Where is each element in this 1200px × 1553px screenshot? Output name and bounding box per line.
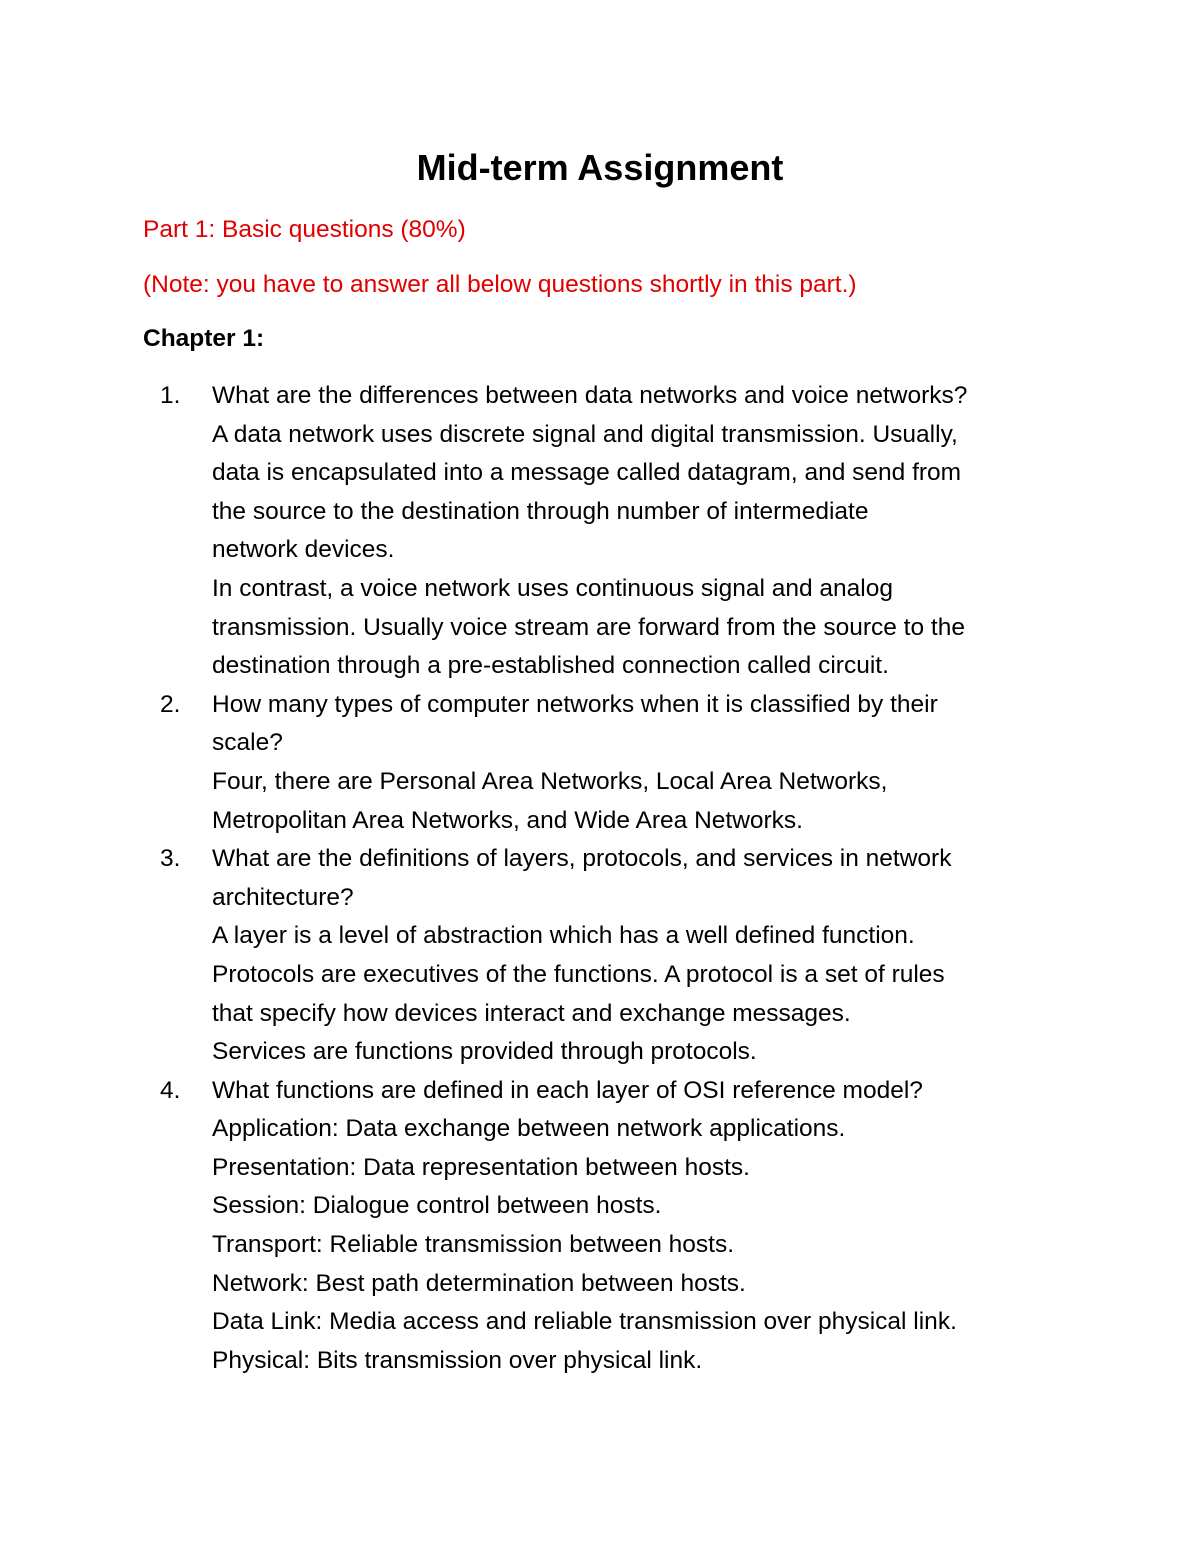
answer-text-line: Services are functions provided through protocols. <box>212 1038 757 1066</box>
answer-text-line: Transport: Reliable transmission between hosts. <box>212 1231 735 1259</box>
question-body <box>212 686 1072 840</box>
answer-text-line: A layer is a level of abstraction which has a well defined function. <box>212 922 915 950</box>
question-item <box>0 377 1200 686</box>
question-list <box>0 377 1200 1380</box>
question-text-line: What are the differences between data networks and voice networks? <box>212 382 968 409</box>
answer-text-line: Protocols are executives of the functions. A protocol is a set of rules <box>212 960 945 988</box>
answer-text-line: transmission. Usually voice stream are forward from the source to the <box>212 613 965 641</box>
answer-text-line: architecture? <box>212 883 354 911</box>
document-title: Mid-term Assignment <box>416 147 784 188</box>
question-body <box>212 377 1072 686</box>
question-text-line: How many types of computer networks when it is classified by their <box>212 690 938 718</box>
answer-text-line: Four, there are Personal Area Networks, Local Area Networks, <box>212 767 888 795</box>
question-body <box>212 1072 1072 1381</box>
question-number: 3. <box>160 845 181 873</box>
question-item <box>0 840 1200 1072</box>
question-number: 4. <box>160 1076 181 1104</box>
chapter-heading: Chapter 1: <box>143 325 265 352</box>
question-number: 1. <box>160 382 181 409</box>
question-number: 2. <box>160 690 181 718</box>
answer-text-line: Presentation: Data representation between hosts. <box>212 1153 750 1181</box>
answer-text-line: Data Link: Media access and reliable transmission over physical link. <box>212 1308 957 1336</box>
answer-text-line: destination through a pre-established connection called circuit. <box>212 652 889 680</box>
answer-text-line: Metropolitan Area Networks, and Wide Area Networks. <box>212 806 803 834</box>
answer-text-line: data is encapsulated into a message called datagram, and send from <box>212 459 962 487</box>
question-text-line: What functions are defined in each layer of OSI reference model? <box>212 1076 923 1104</box>
answer-text-line: that specify how devices interact and exchange messages. <box>212 999 851 1027</box>
answer-text-line: Physical: Bits transmission over physical link. <box>212 1346 703 1374</box>
answer-text-line: network devices. <box>212 536 395 564</box>
answer-text-line: A data network uses discrete signal and digital transmission. Usually, <box>212 420 958 448</box>
question-item <box>0 1072 1200 1381</box>
part-note: (Note: you have to answer all below questions shortly in this part.) <box>143 271 857 298</box>
answer-text-line: In contrast, a voice network uses continuous signal and analog <box>212 574 893 602</box>
answer-text-line: Session: Dialogue control between hosts. <box>212 1192 662 1220</box>
part-heading: Part 1: Basic questions (80%) <box>143 216 466 243</box>
answer-text-line: Application: Data exchange between network applications. <box>212 1115 846 1143</box>
question-item <box>0 686 1200 840</box>
question-body <box>212 840 1072 1072</box>
answer-text-line: the source to the destination through number of intermediate <box>212 497 869 525</box>
question-text-line: What are the definitions of layers, protocols, and services in network <box>212 845 952 873</box>
answer-text-line: Network: Best path determination between hosts. <box>212 1269 746 1297</box>
answer-text-line: scale? <box>212 729 283 757</box>
